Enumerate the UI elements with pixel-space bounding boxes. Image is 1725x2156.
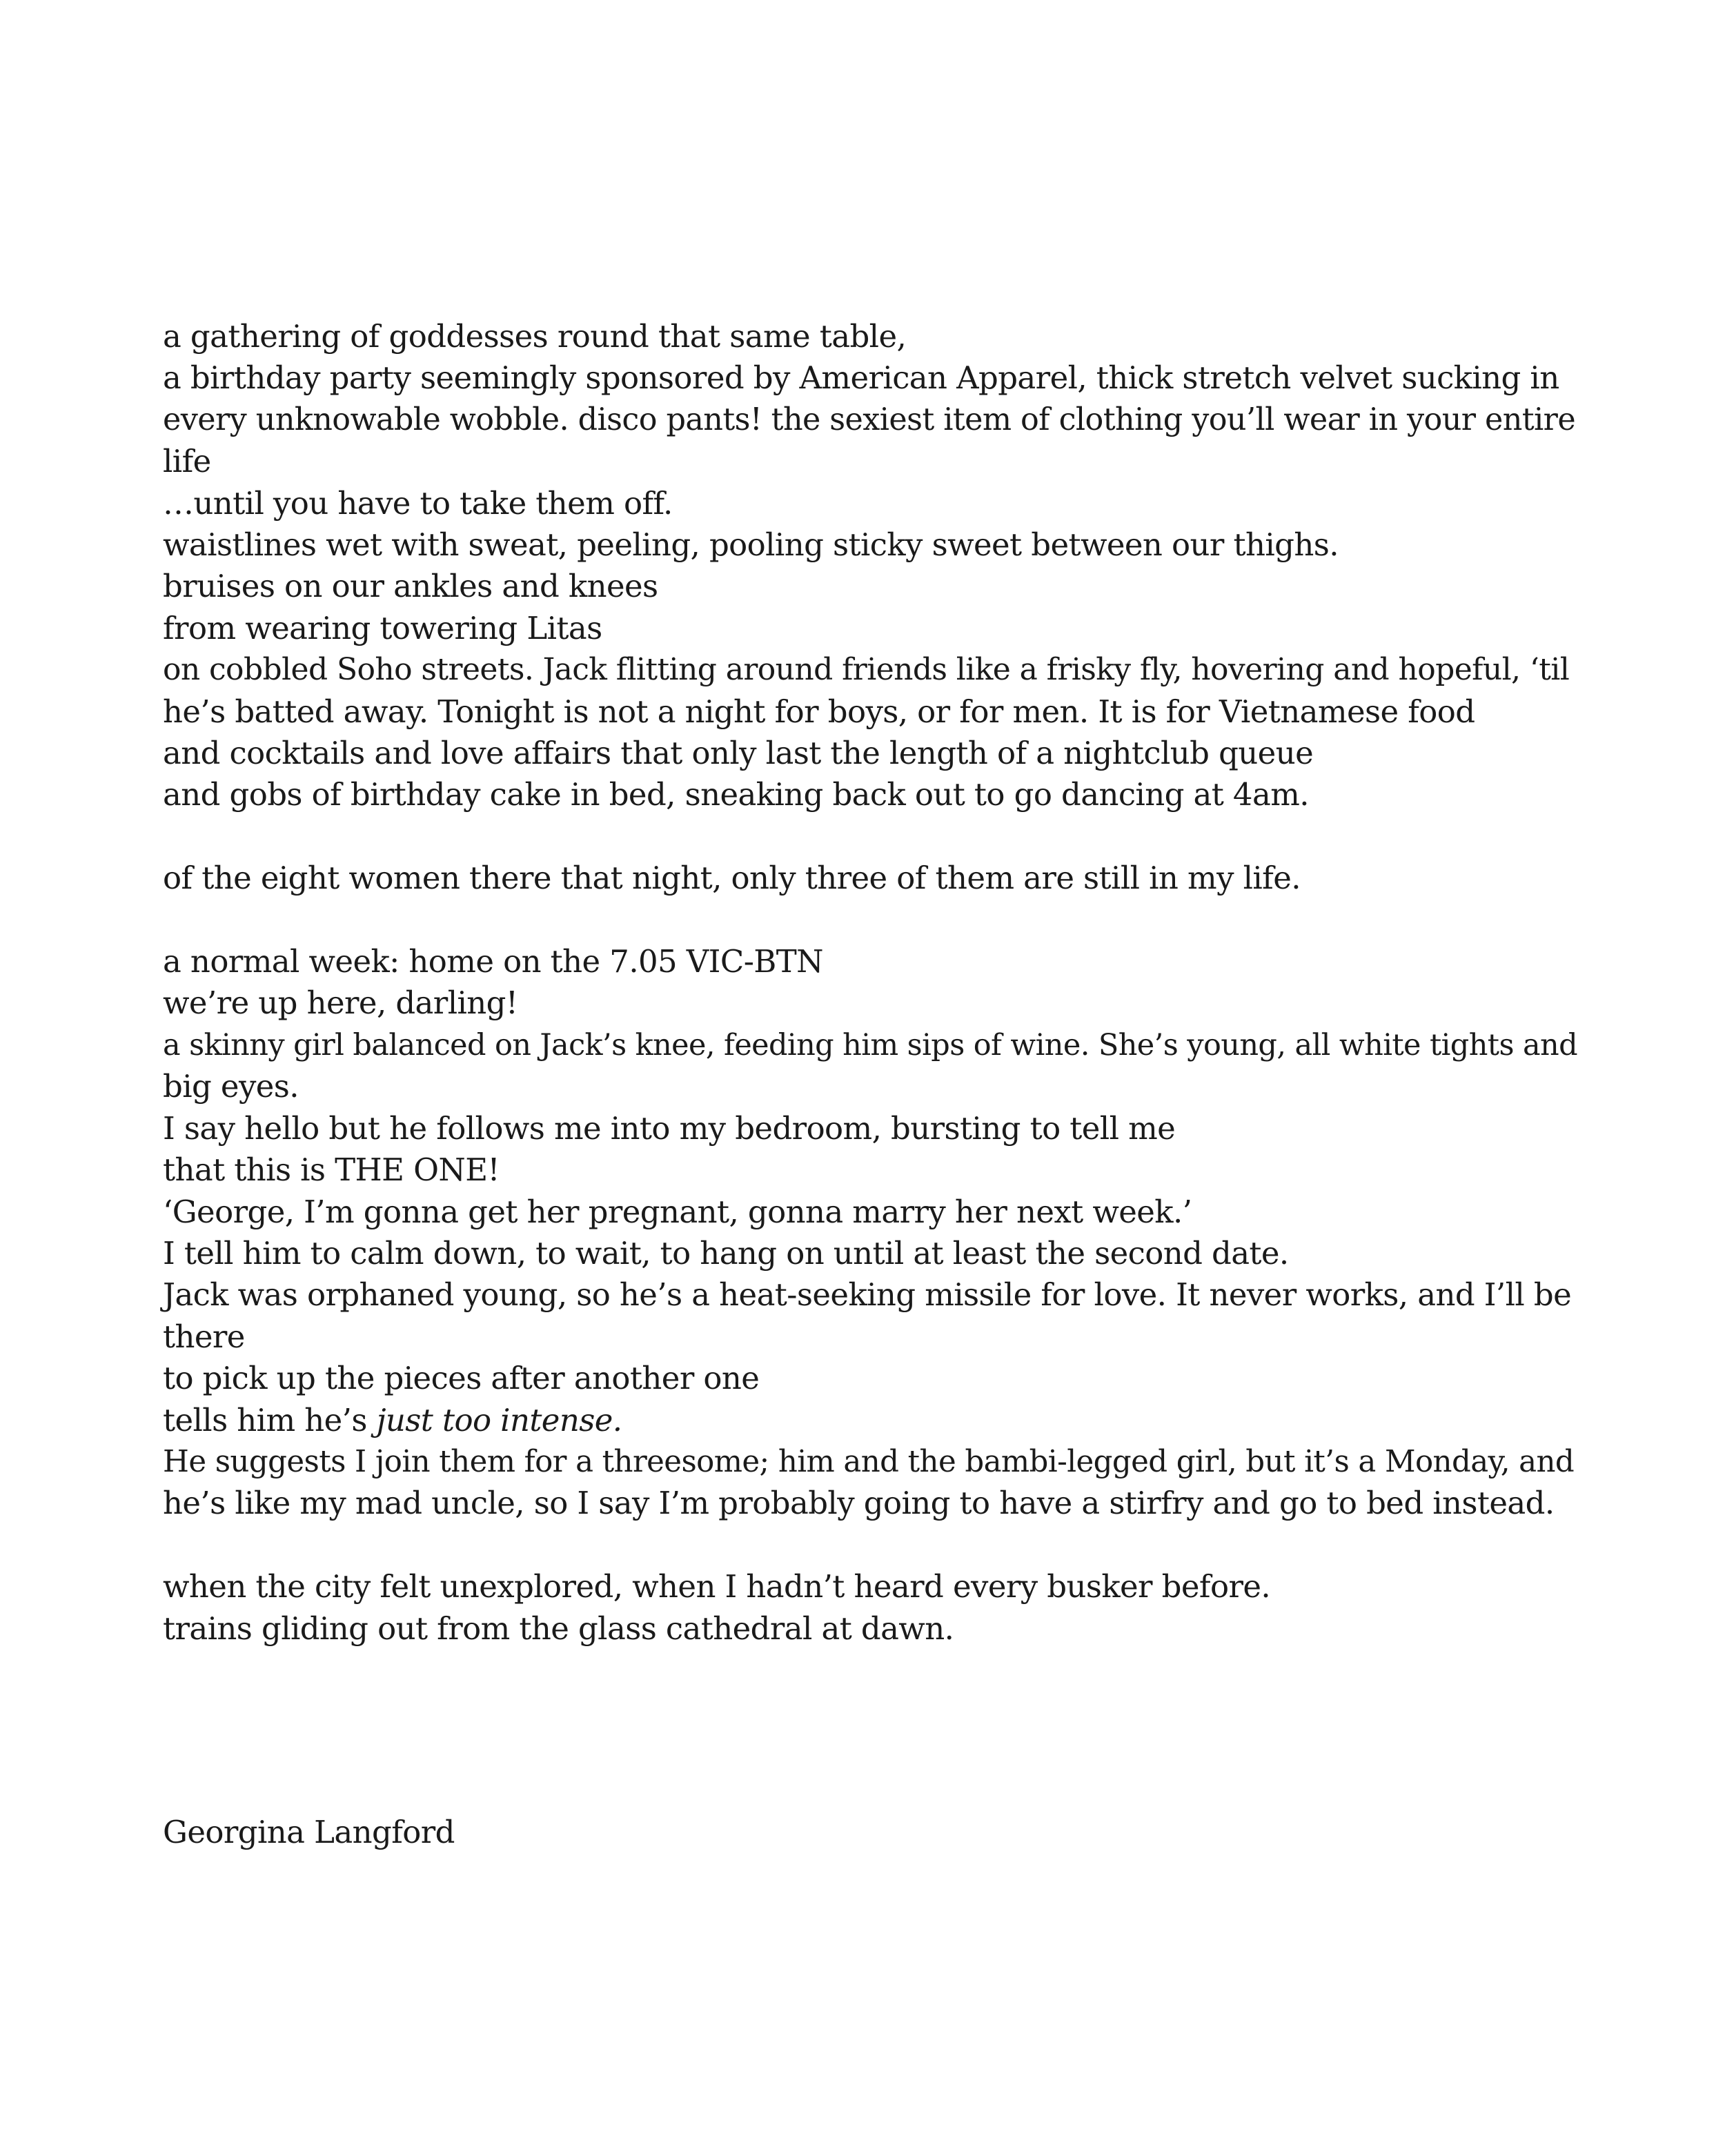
poem-line: a normal week: home on the 7.05 VIC-BTN [163, 943, 823, 980]
poem-line: we’re up here, darling! [163, 985, 518, 1022]
poem-line: and cocktails and love affairs that only last the length of a nightclub queue [163, 735, 1314, 772]
poem-line: I say hello but he follows me into my bedroom, bursting to tell me [163, 1109, 1176, 1147]
intense-prefix: tells him he’s [163, 1401, 377, 1438]
poem-line: and gobs of birthday cake in bed, sneaking back out to go dancing at 4am. [163, 776, 1309, 813]
poem-line: waistlines wet with sweat, peeling, pooling sticky sweet between our thighs. [163, 526, 1339, 564]
poem-line: to pick up the pieces after another one [163, 1360, 760, 1397]
poem-line: He suggests I join them for a threesome; him and the bambi-legged girl, but it’s a Monday, and [163, 1444, 1575, 1479]
stanza-break [163, 900, 1584, 941]
stanza-break [163, 816, 1584, 858]
poem-line: …until you have to take them off. [163, 484, 673, 522]
poem-line: from wearing towering Litas [163, 609, 602, 646]
poem-line: ‘George, I’m gonna get her pregnant, gonna marry her next week.’ [163, 1193, 1192, 1230]
poem-line-intense [163, 1400, 1584, 1441]
poem-line: a skinny girl balanced on Jack’s knee, feeding him sips of wine. She’s young, all white tights and [163, 1027, 1578, 1062]
poem-line: when the city felt unexplored, when I hadn’t heard every busker before. [163, 1568, 1271, 1605]
poem-line: a gathering of goddesses round that same table, [163, 318, 907, 355]
poem-line: bruises on our ankles and knees [163, 568, 658, 605]
stanza-3 [163, 941, 1584, 1525]
intense-italic: just too intense. [376, 1401, 622, 1438]
stanza-break [163, 1525, 1584, 1566]
author-name: Georgina Langford [163, 1814, 455, 1850]
poem-line: every unknowable wobble. disco pants! the sexiest item of clothing you’ll wear in your entire [163, 402, 1576, 437]
stanza-1 [163, 316, 1584, 816]
poem-line: he’s like my mad uncle, so I say I’m probably going to have a stirfry and go to bed instead. [163, 1485, 1555, 1522]
poem-line: on cobbled Soho streets. Jack flitting around friends like a frisky fly, hovering and hopeful, ‘til [163, 652, 1570, 688]
poem-line: he’s batted away. Tonight is not a night for boys, or for men. It is for Vietnamese food [163, 693, 1475, 730]
poem-line: of the eight women there that night, only three of them are still in my life. [163, 860, 1301, 897]
poem-line: a birthday party seemingly sponsored by American Apparel, thick stretch velvet sucking in [163, 359, 1559, 397]
stanza-2 [163, 858, 1584, 899]
poem-line: big eyes. [163, 1068, 299, 1105]
poem-line: there [163, 1318, 245, 1355]
poem-line: trains gliding out from the glass cathedral at dawn. [163, 1610, 954, 1647]
poem-line: that this is THE ONE! [163, 1151, 500, 1189]
poem-line: life [163, 443, 211, 480]
stanza-4 [163, 1566, 1584, 1650]
poem-line: Jack was orphaned young, so he’s a heat-seeking missile for love. It never works, and I’ll be [163, 1276, 1572, 1314]
poem-body [163, 316, 1584, 1650]
poem-line: I tell him to calm down, to wait, to hang on until at least the second date. [163, 1234, 1289, 1272]
